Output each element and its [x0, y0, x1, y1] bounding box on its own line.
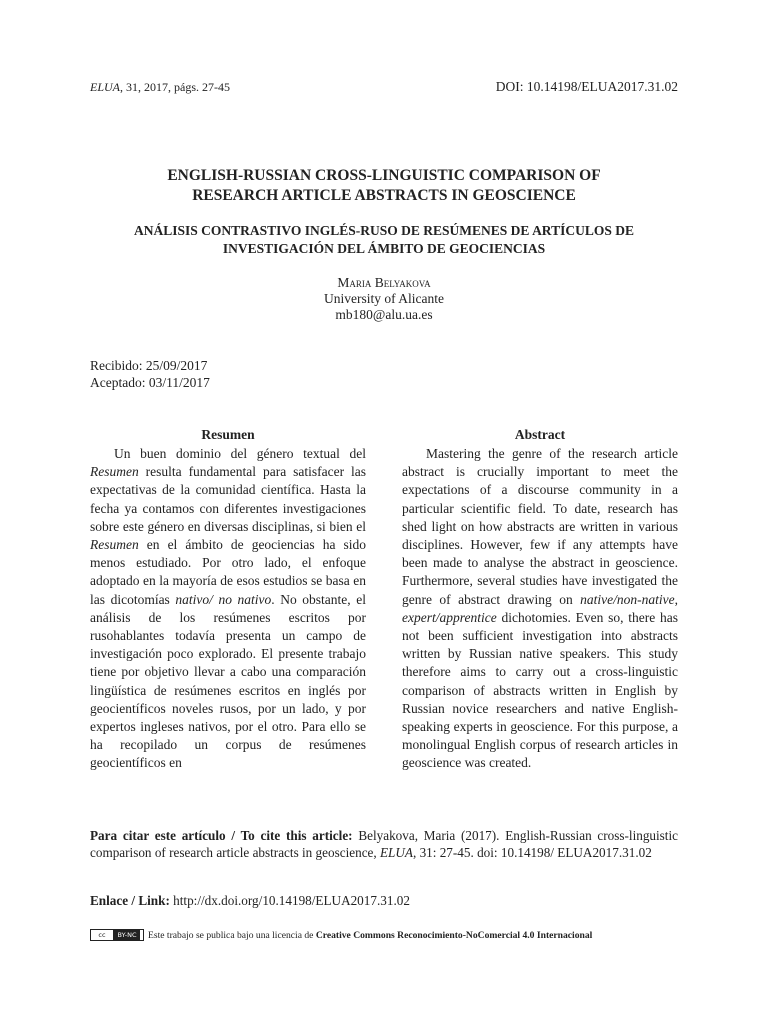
link-block — [90, 893, 410, 909]
abstract-column — [402, 426, 678, 773]
cc-license-icon[interactable]: cc BY-NC — [90, 929, 144, 941]
author-email: mb180@alu.ua.es — [335, 307, 433, 322]
journal-name: ELUA — [90, 80, 120, 94]
citation-label: Para citar este artículo / To cite this article: — [90, 828, 353, 843]
link-label: Enlace / Link: — [90, 893, 170, 908]
citation-block: Para citar este artículo / To cite this article: Belyakova, Maria (2017). English-Russian cross-linguistic comparison of research article abstracts in geoscience, ELUA, 31: 27-45. doi: 10.14198/ ELUA2017.31.02 — [90, 828, 678, 860]
journal-details: , 31, 2017, págs. 27-45 — [120, 80, 230, 94]
author-affiliation: University of Alicante — [324, 291, 444, 306]
license-text: Este trabajo se publica bajo una licencia de — [148, 930, 316, 942]
abstract-text: Mastering the genre of the research article abstract is crucially important to meet the expectations of a discourse community in a particular scientific field. To date, research has shed light on how abstracts are written in various disciplines. However, few if any attempts have been made to analyse the abstract in geoscience. Furthermore, several studies have investigated the genre of abstract drawing on native/non-native, expert/apprentice dichotomies. Even so, there has not been sufficient investigation into abstracts written by Russian native speakers. This study therefore aims to carry out a cross-linguistic comparison of abstracts written in English by Russian novice researchers and native English-speaking experts in geoscience. For this purpose, a monolingual English corpus of research articles in geoscience was created. — [402, 446, 678, 771]
submission-dates — [90, 358, 210, 391]
journal-reference — [90, 80, 230, 95]
license-name: Creative Commons Reconocimiento-NoComercial 4.0 Internacional — [315, 930, 593, 942]
resumen-column — [90, 426, 366, 773]
title-english-line-2: RESEARCH ARTICLE ABSTRACTS IN GEOSCIENCE — [192, 187, 576, 204]
doi-link[interactable]: http://dx.doi.org/10.14198/ELUA2017.31.02 — [169, 893, 410, 908]
resumen-text: Un buen dominio del género textual del Resumen resulta fundamental para satisfacer las expectativas de la comunidad científica. Hasta la fecha ya contamos con diferentes investigaciones sobre este género en diversas disciplinas, si bien el Resumen en el ámbito de geociencias ha sido menos estudiado. Por otro lado, el enfoque adoptado en la mayoría de esos estudios se basa en las dicotomías nativo/ no nativo. No obstante, el análisis de los resúmenes escritos por rusohablantes todavía presenta un campo de investigación poco explorado. El presente trabajo tiene por objetivo llevar a cabo una comparación lingüística de resúmenes escritos en inglés por geocientíficos noveles rusos, por un lado, y por expertos ingleses nativos, por el otro. Para ello se ha recopilado un corpus de resúmenes geocientíficos en — [90, 446, 366, 771]
author-block — [90, 275, 678, 323]
accepted-date: Aceptado: 03/11/2017 — [90, 374, 210, 390]
abstract-heading: Abstract — [514, 427, 566, 442]
license-notice — [90, 930, 592, 942]
received-date: Recibido: 25/09/2017 — [90, 358, 208, 373]
title-english — [90, 166, 678, 206]
resumen-heading: Resumen — [201, 427, 255, 442]
title-spanish-line-2: INVESTIGACIÓN DEL ÁMBITO DE GEOCIENCIAS — [222, 241, 546, 256]
title-spanish — [90, 222, 678, 258]
doi-header: DOI: 10.14198/ELUA2017.31.02 — [495, 79, 678, 94]
author-name: Maria Belyakova — [337, 275, 431, 290]
title-english-line-1: ENGLISH-RUSSIAN CROSS-LINGUISTIC COMPARISON OF — [167, 167, 601, 184]
title-spanish-line-1: ANÁLISIS CONTRASTIVO INGLÉS-RUSO DE RESÚMENES DE ARTÍCULOS DE — [133, 223, 634, 238]
